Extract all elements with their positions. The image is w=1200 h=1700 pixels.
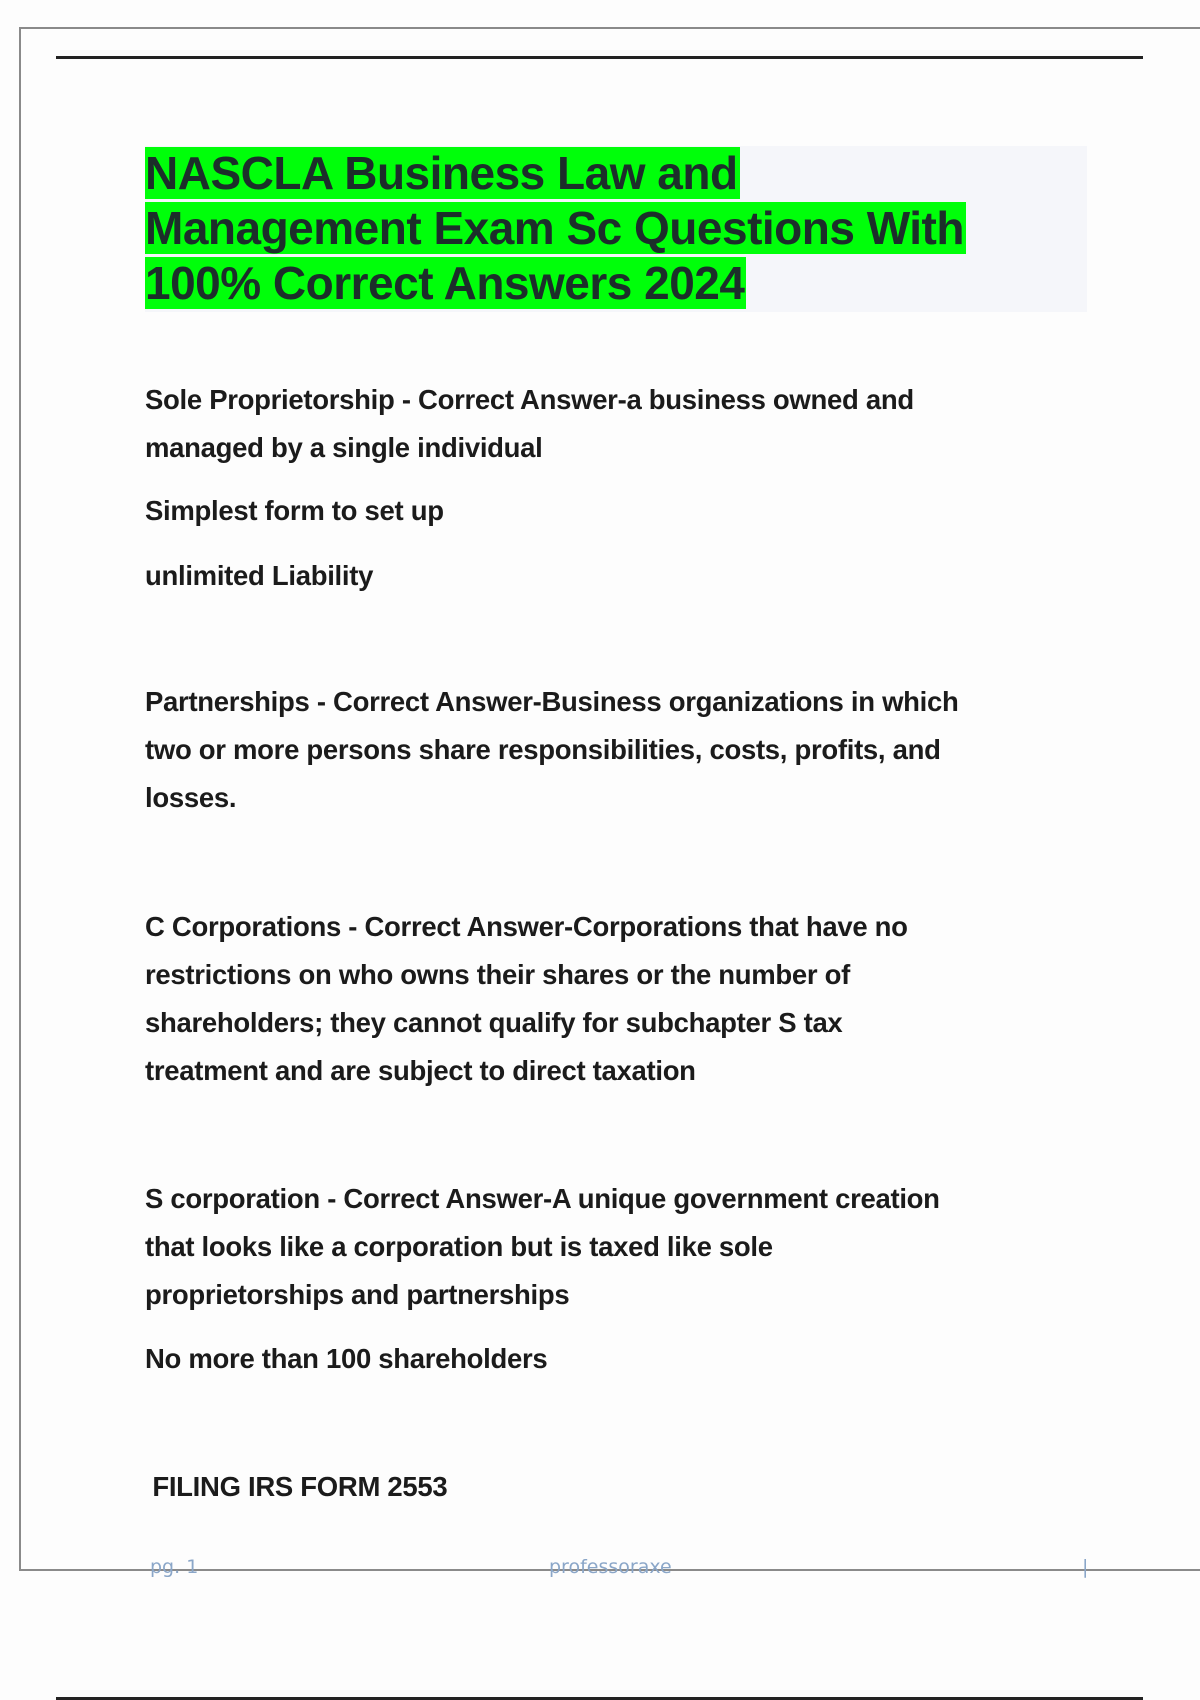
text-line: C Corporations - Correct Answer-Corporations that have no [145, 911, 908, 942]
text-line: FILING IRS FORM 2553 [145, 1471, 448, 1502]
text-line: two or more persons share responsibilities, costs, profits, and [145, 734, 941, 765]
title-text: Management Exam Sc Questions With [145, 202, 964, 254]
text-line: Partnerships - Correct Answer-Business organizations in which [145, 686, 959, 717]
paragraph-c-corporations [145, 903, 908, 1095]
title-line [145, 201, 966, 256]
paragraph-irs-form [145, 1399, 447, 1543]
text-line: Simplest form to set up [145, 495, 444, 526]
text-line: proprietorships and partnerships [145, 1279, 570, 1310]
text-line: shareholders; they cannot qualify for subchapter S tax [145, 1007, 843, 1038]
text-line: Sole Proprietorship - Correct Answer-a business owned and [145, 384, 914, 415]
title-line [145, 256, 966, 311]
text-line: managed by a single individual [145, 432, 543, 463]
footer-page-number: pg. 1 [150, 1556, 199, 1578]
footer-separator: | [1082, 1556, 1089, 1578]
header-rule [56, 56, 1143, 59]
title-text: 100% Correct Answers 2024 [145, 257, 745, 309]
title-text: NASCLA Business Law and [145, 147, 738, 199]
text-line: treatment and are subject to direct taxation [145, 1055, 696, 1086]
text-line: No more than 100 shareholders [145, 1343, 548, 1374]
footer-author: professoraxe [549, 1556, 672, 1578]
title-line [145, 146, 966, 201]
paragraph-partnerships [145, 678, 959, 822]
paragraph-shareholders-limit [145, 1335, 547, 1383]
text-line: unlimited Liability [145, 560, 374, 591]
paragraph-sole-proprietorship [145, 376, 914, 472]
text-line: restrictions on who owns their shares or the number of [145, 959, 851, 990]
paragraph-unlimited-liability [145, 552, 373, 600]
text-line: that looks like a corporation but is taxed like sole [145, 1231, 773, 1262]
paragraph-simplest-form [145, 487, 444, 535]
paragraph-s-corporation [145, 1175, 940, 1319]
document-title [145, 146, 966, 311]
text-line: losses. [145, 782, 237, 813]
text-line: S corporation - Correct Answer-A unique government creation [145, 1183, 940, 1214]
